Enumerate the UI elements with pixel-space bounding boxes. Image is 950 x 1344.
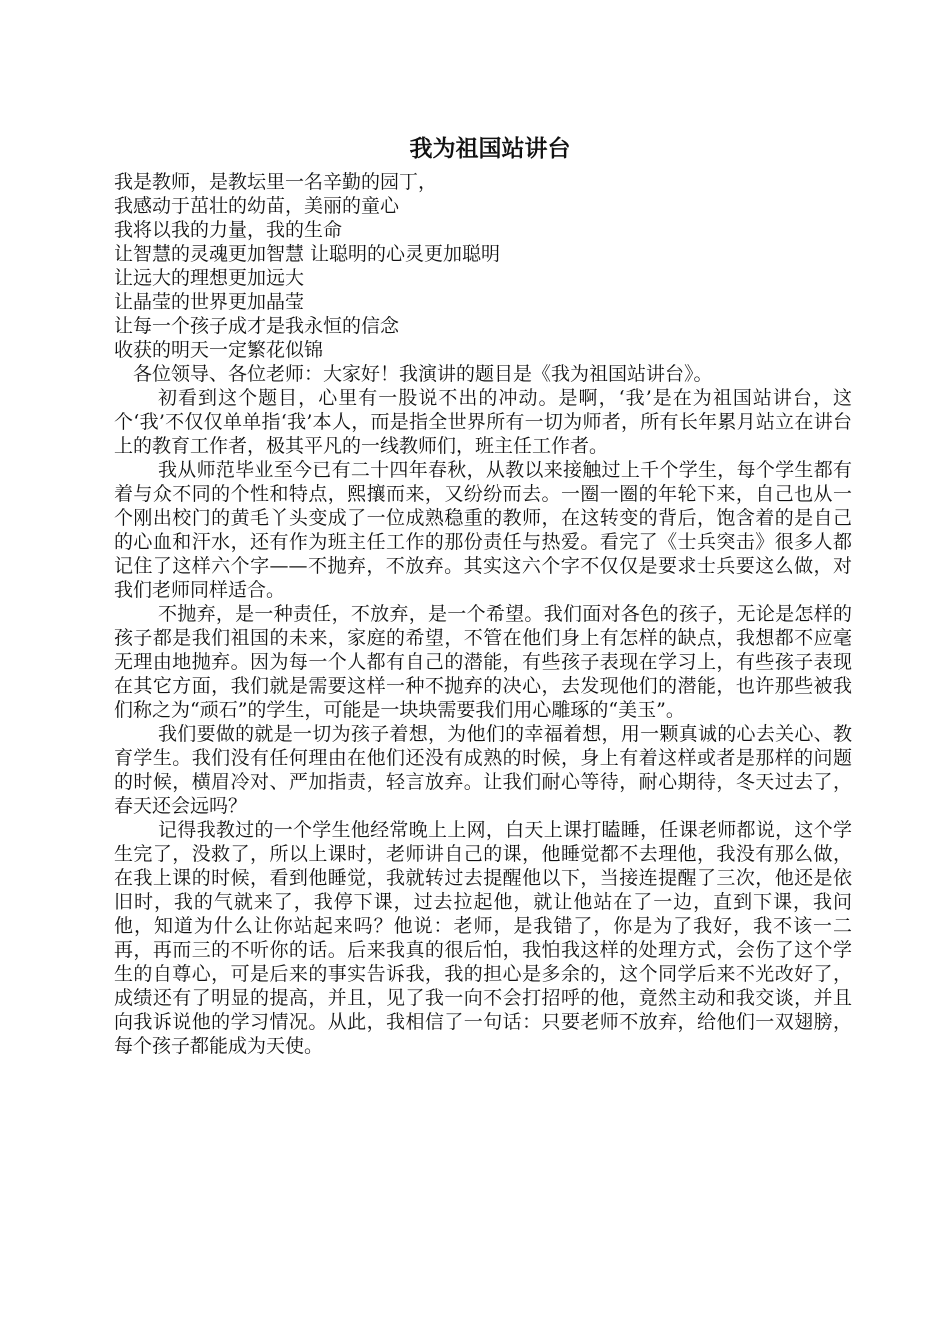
poem-line: 让晶莹的世界更加晶莹 (114, 291, 305, 313)
poem-line: 我感动于茁壮的幼苗，美丽的童心 (114, 195, 400, 217)
body-paragraph: 记得我教过的一个学生他经常晚上上网，白天上课打瞌睡，任课老师都说，这个学生完了，没救了，所以上课时，老师讲自己的课，他睡觉都不去理他，我没有那么做，在我上课的时候，看到他睡觉，我就转过去提醒他以下，当接连提醒了三次，他还是依旧时，我的气就来了，我停下课，过去拉起他，就让他站在了一边，直到下课，我问他，知道为什么让你站起来吗？他说：老师，是我错了，你是为了我好，我不该一二再，再而三的不听你的话。后来我真的很后怕，我怕我这样的处理方式，会伤了这个学生的自尊心，可是后来的事实告诉我，我的担心是多余的，这个同学后来不光改好了，成绩还有了明显的提高，并且，见了我一向不会打招呼的他，竟然主动和我交谈，并且向我诉说他的学习情况。从此，我相信了一句话：只要老师不放弃，给他们一双翅膀，每个孩子都能成为天使。 (114, 819, 852, 1057)
poem-line: 让远大的理想更加远大 (114, 267, 305, 289)
poem-line: 让智慧的灵魂更加智慧 让聪明的心灵更加聪明 (114, 243, 501, 265)
document-page (114, 132, 852, 1058)
body-paragraph: 不抛弃，是一种责任，不放弃，是一个希望。我们面对各色的孩子，无论是怎样的孩子都是我们祖国的未来，家庭的希望，不管在他们身上有怎样的缺点，我想都不应毫无理由地抛弃。因为每一个人都有自己的潜能，有些孩子表现在学习上，有些孩子表现在其它方面，我们就是需要这样一种不抛弃的决心，去发现他们的潜能，也许那些被我们称之为“顽石”的学生，可能是一块块需要我们用心雕琢的“美玉”。 (114, 603, 852, 721)
poem-line: 我将以我的力量，我的生命 (114, 219, 343, 241)
poem-line: 我是教师，是教坛里一名辛勤的园丁， (114, 171, 438, 193)
speech-greeting: 各位领导、各位老师：大家好！我演讲的题目是《我为祖国站讲台》。 (133, 363, 713, 385)
body-paragraph: 我们要做的就是一切为孩子着想，为他们的幸福着想，用一颗真诚的心去关心、教育学生。我们没有任何理由在他们还没有成熟的时候，身上有着这样或者是那样的问题的时候，横眉冷对、严加指责，轻言放弃。让我们耐心等待，耐心期待，冬天过去了，春天还会远吗？ (114, 723, 852, 817)
speech-body (114, 386, 852, 1058)
document-title: 我为祖国站讲台 (409, 135, 571, 162)
poem-line: 收获的明天一定繁花似锦 (114, 339, 324, 361)
body-paragraph: 初看到这个题目，心里有一股说不出的冲动。是啊，‘我’是在为祖国站讲台，这个‘我’不仅仅单单指‘我’本人，而是指全世界所有一切为师者，所有长年累月站立在讲台上的教育工作者，极其平凡的一线教师们，班主任工作者。 (114, 387, 852, 457)
body-paragraph: 我从师范毕业至今已有二十四年春秋，从教以来接触过上千个学生，每个学生都有着与众不同的个性和特点，熙攘而来，又纷纷而去。一圈一圈的年轮下来，自己也从一个刚出校门的黄毛丫头变成了一位成熟稳重的教师，在这转变的背后，饱含着的是自己的心血和汗水，还有作为班主任工作的那份责任与热爱。看完了《士兵突击》很多人都记住了这样六个字——不抛弃，不放弃。其实这六个字不仅仅是要求士兵要这么做，对我们老师同样适合。 (114, 459, 852, 601)
poem-line: 让每一个孩子成才是我永恒的信念 (114, 315, 400, 337)
poem-block (114, 170, 852, 362)
